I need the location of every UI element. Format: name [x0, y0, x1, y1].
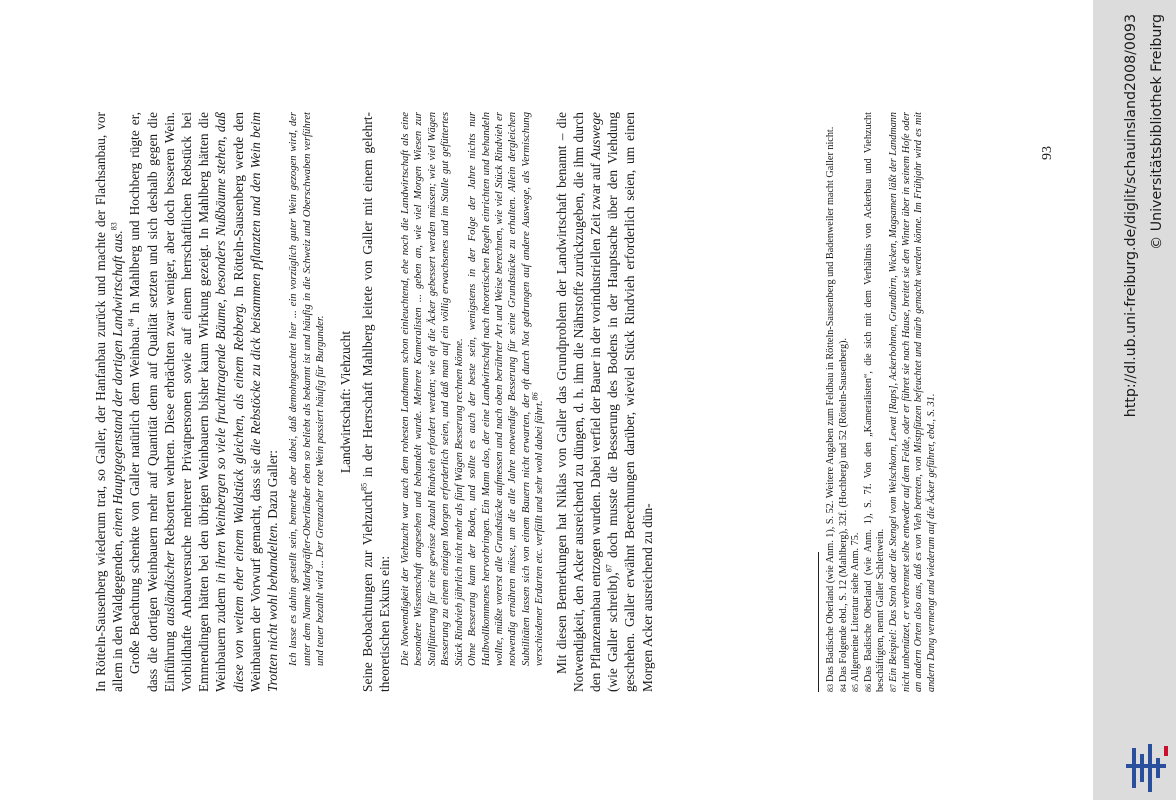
- paragraph-text: Seine Beobachtungen zur Viehzucht: [359, 490, 375, 692]
- paragraph-text: Große Beachtung schenkte von Galler natürlich dem Weinbau.: [127, 326, 143, 674]
- footnote-text: Das Badische Oberland (wie Anm. 1), S. 52. Weitere Angaben zum Feldbau in Rötteln-Sausenberg und Badenweiler macht Galler nicht.: [825, 126, 836, 682]
- paragraph-2: [126, 112, 281, 692]
- paragraph-1: [92, 112, 126, 692]
- footnote-text: Ein Beispiel: Das Stroh oder die Stengel vom Welschkorn, Lewat [Raps], Ackerbohnen, Grundbirn, Wicken, Magsamen läßt der Landmann nicht unbenützet, er verbrennet selbe entweder auf dem Felde, oder er führet sie nach Hause, breitet sie den Winter über in seinem Hofe oder an andern Orten also aus, daß es von Vieh betreten, von Mistpfützen befeuchtet und mürb gemacht werden könne. Im Frühjahr wird es mit andern Dung vermengt und wiederum auf die Äcker geführet, ebd., S. 31.: [887, 112, 937, 692]
- paragraph-text: Dazu Galler:: [265, 450, 281, 523]
- footnote-84: [838, 112, 851, 692]
- footnote-number: 86: [863, 684, 873, 692]
- footnote-number: 85: [851, 684, 861, 692]
- footnote-text: Das Badische Oberland (wie Anm. 1), S. 7f. Von den „Kameralisten“, die sich mit dem Verhältnis von Ackerbau und Viehzucht beschäftigten, nennt Galler Schlettwein.: [862, 112, 887, 692]
- sidebar-text: [1093, 0, 1176, 800]
- copyright-notice: © Universitätsbibliothek Freiburg: [1149, 14, 1165, 250]
- footnote-number: 87: [888, 684, 898, 692]
- paragraph-text: Rebsorten wehrten. Diese erbrächten zwar weniger, aber doch besseren Wein. Vorbildhafte Anbauversuche mehrerer Privatpersonen sowie auf einem herrschaftlichen Rebstück bei Emmendingen hätten bei den übrigen Weinbauern bisher kaum Wirkung gezeigt. In Mahlberg hätten die Weinbauern zudem: [161, 112, 229, 692]
- footnote-83: [825, 112, 838, 692]
- paragraph-text: (wie Galler schreibt),: [605, 572, 621, 692]
- footnote-85: [850, 112, 863, 692]
- block-quote-2: [399, 112, 546, 666]
- footnote-text: Allgemeine Literatur siehe Anm. 75.: [850, 532, 862, 682]
- footnote-rule: [818, 552, 819, 692]
- paragraph-text: Mit diesen Bemerkungen hat Niklas von Galler das Grundproblem der Landwirtschaft benannt – die Notwendigkeit, den Acker ausreichend zu düngen, d. h. ihm die Nährstoffe zurückzugeben, die ihm durch den Pflanzenanbau entzogen wurden. Dabei verfiel der Bauer in der vorindustriellen Zeit zwar auf: [553, 112, 603, 692]
- footnote-86: [863, 112, 888, 692]
- emphasis-text: in ihren Weinbergen so viele fruchttragende Bäume, besonders Nußbäume stehen, daß diese von weitem eher einem Waldstück gleichen, als einem Rebberg.: [213, 112, 246, 692]
- emphasis-text: Auswege: [587, 112, 603, 160]
- block-quote-1: Ich lasse es dahin gestellt sein, bemerke aber dabei, daß demohngeachtet hier ... ein vorzüglich guter Wein gezogen wird, der unter dem Name Markgräfler-Oberländer eben so beliebt als bekannt ist und häufig in die Schweiz und Oberschwaben verführet und teuer bezahlt wird ... Der Grenzacher rote Wein passiert häufig für Burgunder.: [288, 112, 327, 666]
- source-url-link[interactable]: http://dl.ub.uni-freiburg.de/diglit/schauinsland2008/0093: [1123, 14, 1139, 418]
- emphasis-text: die Rebstöcke zu dick beisammen pflanzten und den Wein beim Trotten nicht wohl behandelten.: [247, 111, 281, 692]
- paragraph-4: [553, 112, 656, 692]
- footnote-ref[interactable]: 86: [530, 392, 540, 401]
- footnote-ref[interactable]: 84: [126, 318, 136, 327]
- paragraph-text: doch musste die Besserung des Bodens in der Hauptsache über den Viehdung geschehen. Galler erwähnt Berechnungen darüber, wieviel Stück Rindvieh erforderlich seien, um einen Morgen Acker ausreichend zu dün-: [605, 112, 655, 692]
- footnotes: [818, 112, 938, 692]
- quote-text: Die Notwendigkeit der Viehzucht war auch dem rohesten Landmann schon einleuchtend, ehe noch die Landwirtschaft als eine besondere Wissenschaft angesehen und behandelt wurde. Mehrere Kameralisten ... geben an, wie viel Morgen Wiesen zur Stallfütterung für eine gewisse Anzahl Rindvieh erfordert werden; wie oft die Äcker gebessert werden müssen; wie viel Wägen Besserung zu einem einzigen Morgen erforderlich seien, und daß man auf ein völlig erwachsenes und im Stalle gut gefüttertes Stück Rindvieh jährlich nicht mehr als fünf Wägen Besserung rechnen könne.: [400, 112, 465, 666]
- emphasis-text: einen Hauptgegenstand der dortigen Landwirtschaft aus.: [110, 230, 126, 537]
- paragraph-text: In Mahlberg und Hochberg rügte er, dass die dortigen Weinbauern mehr auf Quantität denn auf Qualität setzten und sich deshalb gegen die Einführung: [127, 112, 177, 692]
- section-heading: Landwirtschaft: Viehzucht: [338, 330, 354, 474]
- footnote-ref[interactable]: 83: [109, 222, 119, 231]
- footnote-ref[interactable]: 87: [604, 564, 614, 573]
- footnote-ref[interactable]: 85: [359, 482, 369, 491]
- paragraph-text: In Rötteln-Sausenberg wiederum trat, so Galler, der Hanfanbau zurück und machte der Flachsanbau, vor allem in den Waldgegenden,: [93, 112, 126, 692]
- body-text: [92, 112, 656, 692]
- footnote-number: 83: [826, 684, 835, 692]
- paragraph-text: In Rötteln-Sausenberg werde den Weinbauern der Vorwurf gemacht, dass sie: [230, 112, 263, 692]
- footnote-text: Das Folgende ebd., S. 12 (Mahlberg), 32f. (Hochberg) und 52 (Rötteln-Sausenberg).: [837, 337, 849, 682]
- library-sidebar: [1093, 0, 1176, 800]
- paragraph-3: [359, 112, 393, 692]
- footnote-87: [888, 112, 938, 692]
- library-logo-icon: [1118, 740, 1174, 796]
- paragraph-text: in der Herrschaft Mahlberg leitete von Galler mit einem gelehrt-theoretischen Exkurs ein:: [359, 112, 392, 692]
- page-number: 93: [1040, 146, 1055, 160]
- emphasis-text: ausländischer: [161, 550, 177, 626]
- quote-text: Ohne Besserung kann der Boden, und sollte es auch der beste sein, wenigstens in der Folge der Jahre nichts nur Halbvollkommenes hervorbringen. Ein Mann also, der eine Landwirtschaft nach theoretischen Regeln einrichten und behandeln wollte, müßte vorerst alle Grundstücke aufmessen und nach oben berührter Art und Weise berechnen, wie viel Stück Rindvieh er notwendig ernähren müsse, um die alle Jahre notwendige Besserung für seine Grundstücke zu erhalten. Allein dergleichen Subtilitäten lassen sich von einem Bauern nicht erwarten, der oft durch Not gedrungen auf andere Auswege, als Vermischung verschiedener Erdarten etc. verfällt und sehr wohl dabei fährt.: [467, 112, 546, 666]
- footnote-number: 84: [838, 684, 848, 692]
